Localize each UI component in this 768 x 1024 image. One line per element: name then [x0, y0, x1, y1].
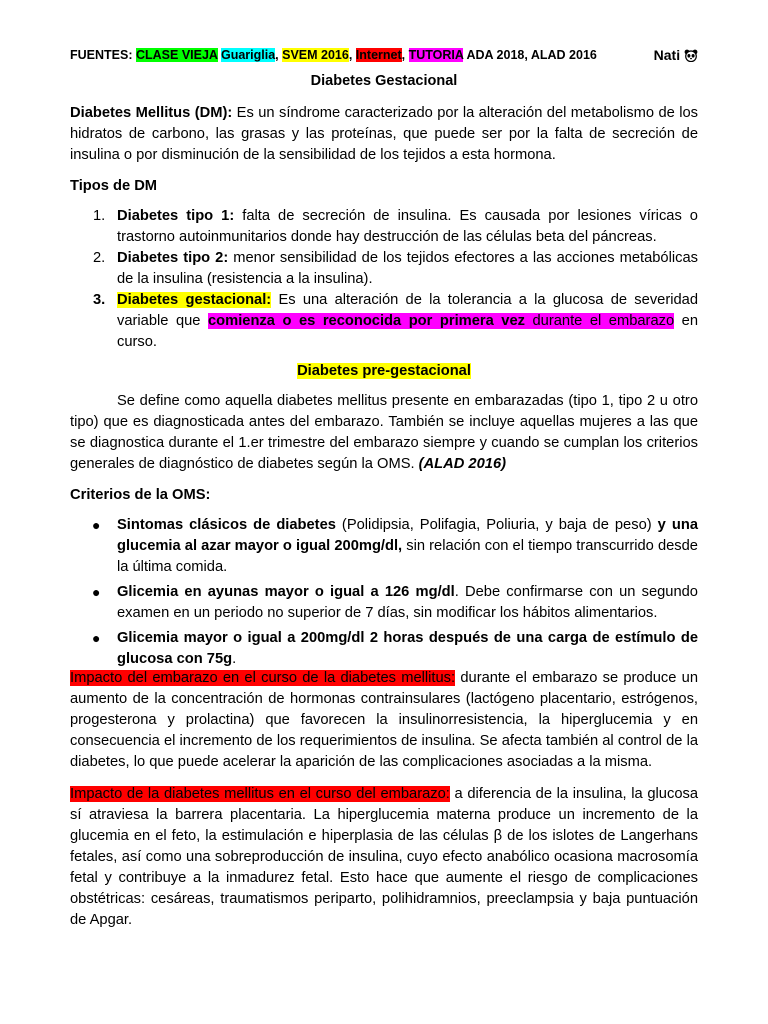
fuentes-label: FUENTES: [70, 48, 133, 62]
dm-definition [70, 103, 698, 166]
source-internet: Internet [355, 48, 402, 62]
impacto-dm-embarazo: Impacto de la diabetes mellitus en el curso del embarazo: a diferencia de la insulina, la glucosa sí atraviesa la barrera placentaria. La hiperglucemia materna produce un incremento de la glucemia en el feto, la estimulación e hiperplasia de las células β de los islotes de Langerhans fetales, así como una sobreproducción de insulina, cuyo efecto anabólico ocasiona macrosomía fetal y contribuye a la inmadurez fetal. Esto hace que aumente el riesgo de complicaciones obstétricas: cesáreas, traumatismos periparto, polihidramnios, preeclampsia y baja puntuación de Apgar. [70, 786, 698, 928]
criterios-list [70, 515, 698, 674]
pregestacional-text: Se define como aquella diabetes mellitus presente en embarazadas (tipo 1, tipo 2 u otro tipo) que es diagnosticada antes del embarazo. También se incluye aquellas mujeres a las que se diagnostica durante el 1.er trimestre del embarazo siempre y cuando se cumplan los criterios generales de diagnóstico de diabetes según la OMS. (ALAD 2016) [70, 393, 698, 472]
impacto2-term: Impacto de la diabetes mellitus en el curso del embarazo: [70, 786, 450, 802]
pregestacional-heading: Diabetes pre-gestacional [297, 363, 471, 379]
list-item: 3. Diabetes gestacional: Es una alteración de la tolerancia a la glucosa de severidad variable que comienza o es reconocida por primera vez durante el embarazo en curso. [93, 292, 698, 350]
sources-header: FUENTES: CLASE VIEJA Guariglia, SVEM 2016, Internet, TUTORIA ADA 2018, ALAD 2016 Nati [70, 48, 698, 70]
list-item: 1. Diabetes tipo 1: falta de secreción de insulina. Es causada por lesiones víricas o trastorno autoinmunitarios donde hay destrucción de las células beta del páncreas. [93, 208, 698, 245]
list-item: ● Glicemia en ayunas mayor o igual a 126 mg/dl. Debe confirmarse con un segundo examen en un periodo no superior de 7 días, sin modificar los hábitos alimentarios. [92, 584, 698, 621]
source-svem: SVEM 2016 [282, 48, 349, 62]
impacto1-term: Impacto del embarazo en el curso de la diabetes mellitus: [70, 670, 456, 686]
page-title: Diabetes Gestacional [310, 73, 458, 89]
list-item: ● Glicemia mayor o igual a 200mg/dl 2 horas después de una carga de estímulo de glucosa con 75g. [92, 630, 698, 667]
author-tag [654, 47, 698, 63]
list-item: ● Sintomas clásicos de diabetes (Polidipsia, Polifagia, Poliuria, y baja de peso) y una glucemia al azar mayor o igual 200mg/dl, sin relación con el tiempo transcurrido desde la última comida. [92, 517, 698, 575]
source-guariglia: Guariglia [220, 48, 276, 62]
dm-text: Es un síndrome caracterizado por la alteración del metabolismo de los hidratos de carbono, las grasas y las proteínas, que puede ser por la falta de secreción de insulina o por disminución de la sensibilidad de los tejidos a esta hormona. [70, 105, 699, 163]
list-item: 2. Diabetes tipo 2: menor sensibilidad de los tejidos efectores a las acciones metabólicas de la insulina (resistencia a la insulina). [93, 250, 698, 287]
author-name: Nati [653, 47, 681, 63]
source-clase-vieja: CLASE VIEJA [135, 48, 218, 62]
source-tutoria: TUTORIA [408, 48, 464, 62]
source-ada-alad: ADA 2018, ALAD 2016 [466, 48, 597, 62]
tipos-heading: Tipos de DM [70, 178, 158, 194]
impacto-embarazo-dm: Impacto del embarazo en el curso de la diabetes mellitus: durante el embarazo se produce un aumento de la concentración de hormonas contrainsulares (lactógeno placentario, estrógenos, progesterona y prolactina) que favorecen la insulinorresistencia, la hiperglucemia y en consecuencia el incremento de los requerimientos de insulina. Se afecta también al control de la diabetes, lo que puede acelerar la aparición de las complicaciones asociadas a la misma. [70, 670, 699, 770]
criterios-heading: Criterios de la OMS: [70, 487, 211, 503]
tipos-list [70, 206, 698, 353]
panda-icon [684, 49, 698, 62]
dm-term: Diabetes Mellitus (DM): [70, 105, 233, 121]
